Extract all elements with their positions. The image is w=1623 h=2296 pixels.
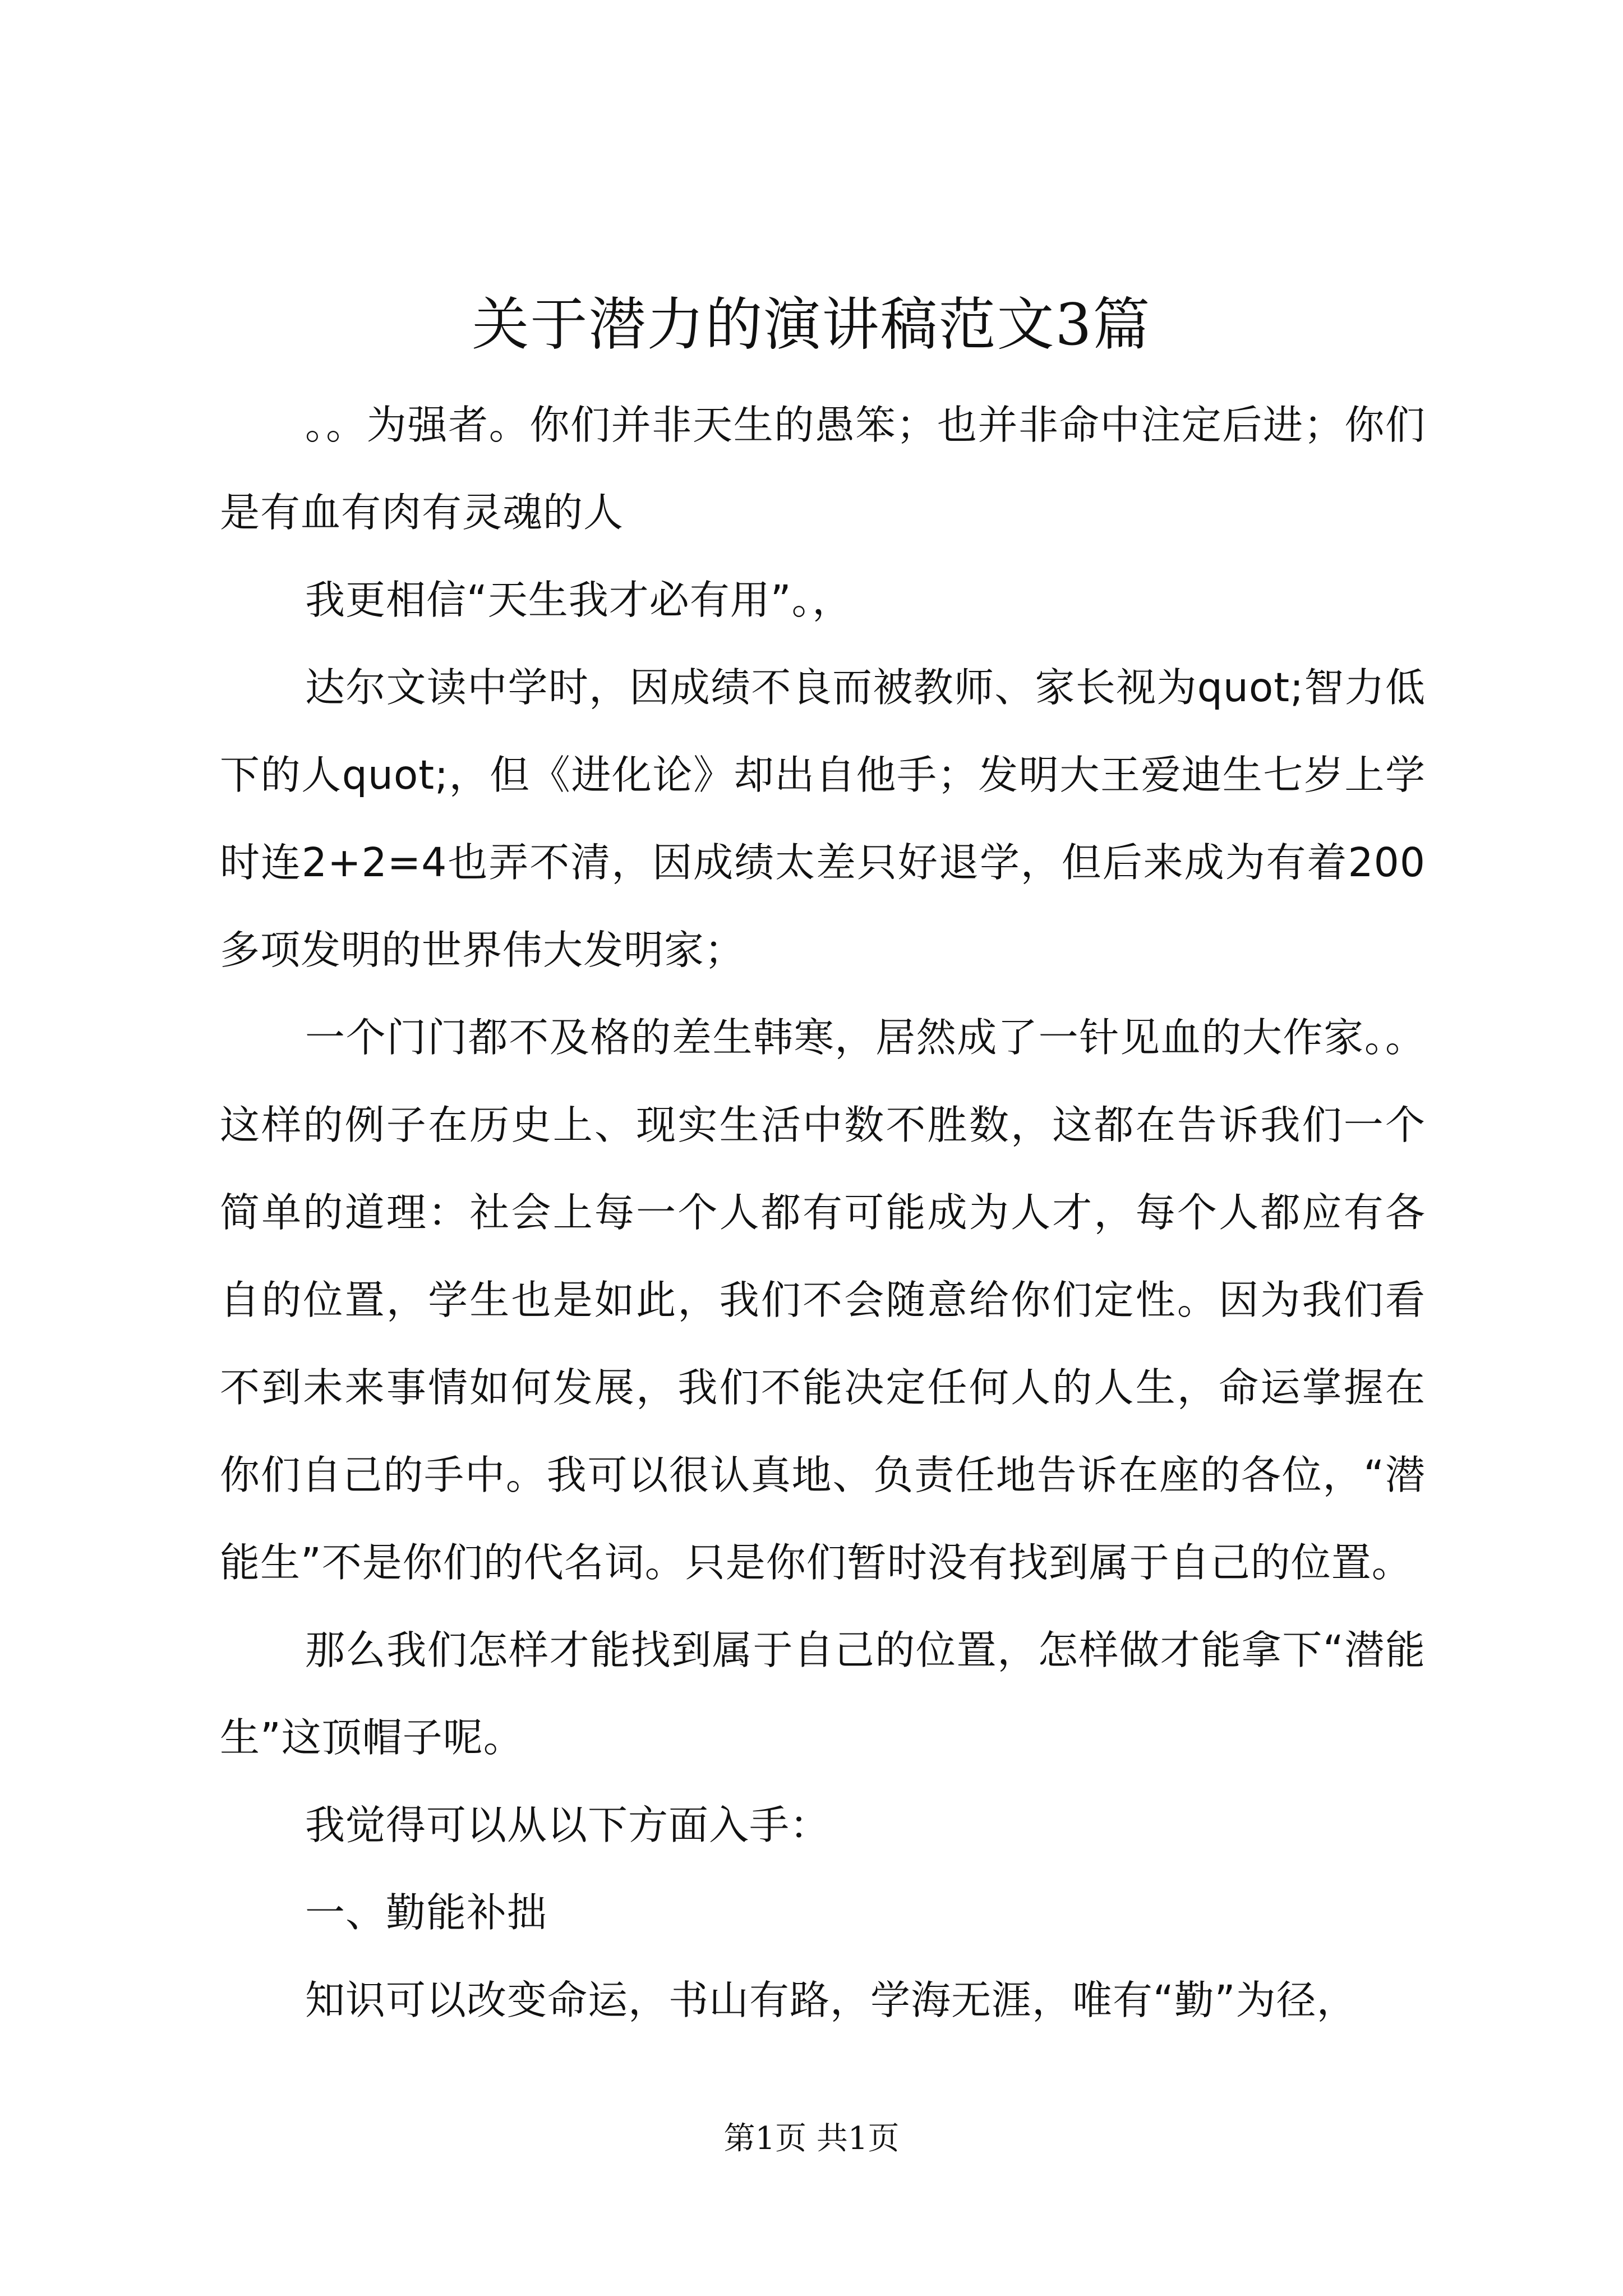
paragraph: 那么我们怎样才能找到属于自己的位置，怎样做才能拿下“潜能生”这顶帽子呢。 <box>220 1627 1426 1761</box>
paragraph: 知识可以改变命运，书山有路，学海无涯，唯有“勤”为径， <box>305 1977 1357 2023</box>
paragraph: 一个门门都不及格的差生韩寒，居然成了一针见血的大作家。。这样的例子在历史上、现实生活中数不胜数，这都在告诉我们一个简单的道理：社会上每一个人都有可能成为人才，每个人都应有各自的位置，学生也是如此，我们不会随意给你们定性。因为我们看不到未来事情如何发展，我们不能决定任何人的人生，命运掌握在你们自己的手中。我可以很认真地、负责任地告诉在座的各位，“潜能生”不是你们的代名词。只是你们暂时没有找到属于自己的位置。 <box>220 1014 1426 1586</box>
paragraph: 我觉得可以从以下方面入手： <box>305 1802 831 1848</box>
paragraph: 我更相信“天生我才必有用”。， <box>305 577 853 623</box>
paragraph: 达尔文读中学时，因成绩不良而被教师、家长视为quot;智力低下的人quot;，但《进化论》却出自他手；发明大王爱迪生七岁上学时连2+2=4也弄不清，因成绩太差只好退学，但后来成为有着200多项发明的世界伟大发明家； <box>220 664 1426 973</box>
paragraph: 。。为强者。你们并非天生的愚笨；也并非命中注定后进；你们是有血有肉有灵魂的人 <box>220 402 1426 536</box>
section-heading: 一、勤能补拙 <box>305 1889 548 1936</box>
document-title: 关于潜力的演讲稿范文3篇 <box>472 292 1151 358</box>
page-footer: 第1页 共1页 <box>723 2120 900 2157</box>
document-body <box>220 381 1426 2044</box>
